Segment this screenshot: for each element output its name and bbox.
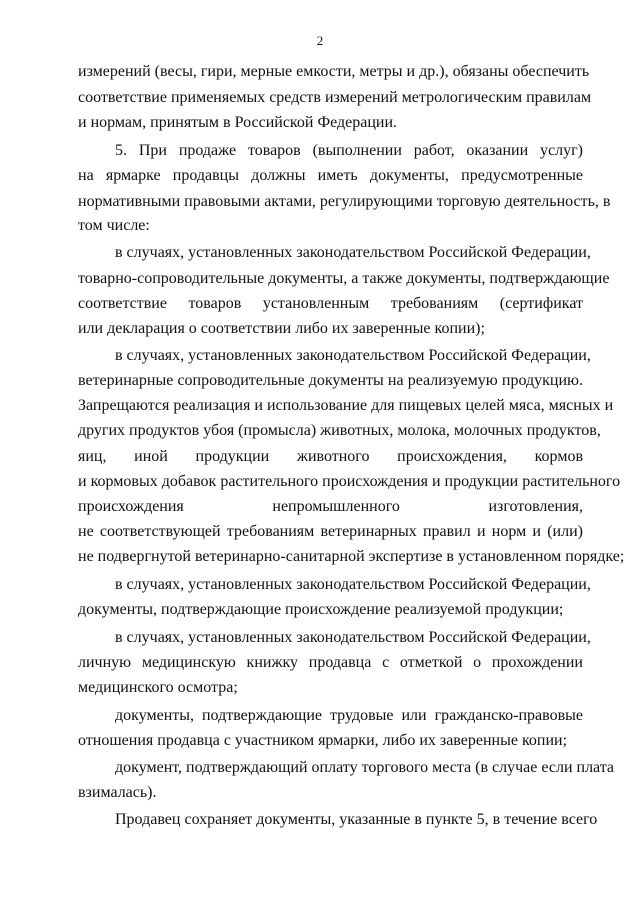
text-line-content: документы, подтверждающие происхождение реализуемой продукции; — [78, 601, 564, 618]
text-line-content: и кормовых добавок растительного происхождения и продукции растительного — [78, 473, 621, 490]
text-line-content: в случаях, установленных законодательством Российской Федерации, — [115, 576, 591, 593]
text-line-content: нормативными правовыми актами, регулирующими торговую деятельность, в — [78, 193, 611, 210]
text-line-content: товарно-сопроводительные документы, а также документы, подтверждающие — [78, 270, 610, 287]
text-line-content: медицинского осмотра; — [78, 679, 238, 696]
text-line-content: или декларация о соответствии либо их заверенные копии); — [78, 320, 485, 337]
text-line-content: Запрещаются реализация и использование для пищевых целей мяса, мясных и — [78, 397, 614, 414]
text-line-content: документы, подтверждающие трудовые или гражданско-правовые — [115, 707, 583, 724]
text-line-content: происхождения непромышленного изготовления, — [78, 498, 583, 515]
text-line-content: том числе: — [78, 217, 150, 234]
text-line-content: других продуктов убоя (промысла) животных, молока, молочных продуктов, — [78, 422, 601, 439]
text-line-content: ветеринарные сопроводительные документы на реализуемую продукцию. — [78, 372, 583, 389]
text-line-content: личную медицинскую книжку продавца с отметкой о прохождении — [78, 654, 583, 671]
text-line-content: документ, подтверждающий оплату торгового места (в случае если плата — [115, 759, 615, 776]
text-line-content: в случаях, установленных законодательством Российской Федерации, — [115, 629, 591, 646]
text-line-content: 5. При продаже товаров (выполнении работ, оказании услуг) — [115, 142, 583, 159]
text-line-content: и нормам, принятым в Российской Федерации. — [78, 114, 398, 131]
text-line-content: измерений (весы, гири, мерные емкости, метры и др.), обязаны обеспечить — [78, 63, 590, 80]
text-line-content: не соответствующей требованиям ветеринарных правил и норм и (или) — [78, 523, 583, 540]
text-line-content: отношения продавца с участником ярмарки, либо их заверенные копии; — [78, 732, 568, 749]
text-line-content: соответствие применяемых средств измерений метрологическим правилам — [78, 89, 592, 106]
text-line-content: в случаях, установленных законодательством Российской Федерации, — [115, 244, 591, 261]
text-line-content: яиц, иной продукции животного происхождения, кормов — [78, 448, 583, 465]
page-number: 2 — [316, 33, 324, 48]
text-line-content: Продавец сохраняет документы, указанные в пункте 5, в течение всего — [115, 811, 598, 828]
text-line-content: не подвергнутой ветеринарно-санитарной экспертизе в установленном порядке; — [78, 548, 625, 565]
text-line-content: на ярмарке продавцы должны иметь документы, предусмотренные — [78, 167, 583, 184]
text-line-content: взималась). — [78, 784, 157, 801]
text-line-content: в случаях, установленных законодательством Российской Федерации, — [115, 347, 591, 364]
text-line-content: соответствие товаров установленным требованиям (сертификат — [78, 295, 583, 312]
